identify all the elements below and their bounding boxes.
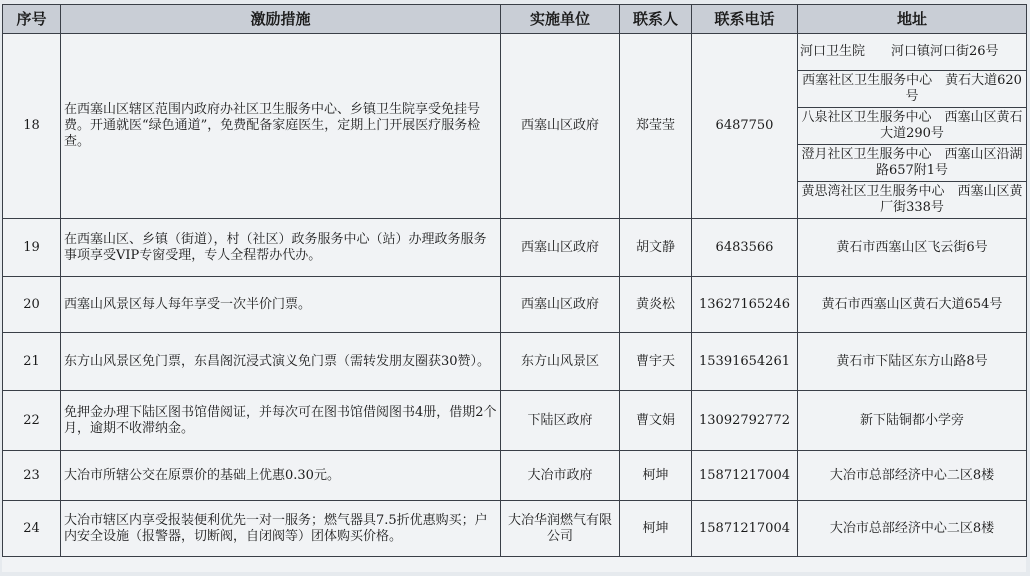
row-phone: 15871217004 — [692, 451, 798, 501]
row-unit: 东方山风景区 — [501, 333, 620, 391]
row-index: 23 — [3, 451, 61, 501]
row-phone: 13092792772 — [692, 391, 798, 451]
header-address: 地址 — [798, 5, 1027, 34]
row-address: 黄石市西塞山区黄石大道654号 — [798, 277, 1027, 333]
row-contact: 曹宇天 — [620, 333, 692, 391]
row-address: 新下陆铜都小学旁 — [798, 391, 1027, 451]
row-contact: 曹文娟 — [620, 391, 692, 451]
header-contact: 联系人 — [620, 5, 692, 34]
table-header-row — [3, 5, 1027, 34]
incentive-table — [2, 4, 1027, 557]
row-phone: 6483566 — [692, 219, 798, 277]
row-unit: 大冶市政府 — [501, 451, 620, 501]
row-measure: 东方山风景区免门票，东昌阁沉浸式演义免门票（需转发朋友圈获30赞）。 — [61, 333, 501, 391]
table-row — [3, 391, 1027, 451]
table-row — [3, 333, 1027, 391]
row-contact: 柯坤 — [620, 451, 692, 501]
row-address: 西塞社区卫生服务中心 黄石大道620号 — [798, 71, 1027, 108]
row-contact: 胡文静 — [620, 219, 692, 277]
row-measure: 西塞山风景区每人每年享受一次半价门票。 — [61, 277, 501, 333]
row-phone: 6487750 — [692, 34, 798, 219]
row-measure: 在西塞山区辖区范围内政府办社区卫生服务中心、乡镇卫生院享受免挂号费。开通就医“绿色通道”，免费配备家庭医生，定期上门开展医疗服务检查。 — [61, 34, 501, 219]
header-phone: 联系电话 — [692, 5, 798, 34]
row-address: 澄月社区卫生服务中心 西塞山区沿湖路657附1号 — [798, 145, 1027, 182]
row-unit: 大冶华润燃气有限公司 — [501, 501, 620, 557]
header-index: 序号 — [3, 5, 61, 34]
table-row — [3, 277, 1027, 333]
header-unit: 实施单位 — [501, 5, 620, 34]
row-index: 24 — [3, 501, 61, 557]
row-address: 黄石市下陆区东方山路8号 — [798, 333, 1027, 391]
row-address: 黄石市西塞山区飞云街6号 — [798, 219, 1027, 277]
row-index: 19 — [3, 219, 61, 277]
table-row — [3, 501, 1027, 557]
row-unit: 西塞山区政府 — [501, 219, 620, 277]
table-row — [3, 34, 1027, 71]
row-contact: 柯坤 — [620, 501, 692, 557]
row-address: 河口卫生院 河口镇河口街26号 — [798, 34, 1027, 71]
row-index: 20 — [3, 277, 61, 333]
row-unit: 下陆区政府 — [501, 391, 620, 451]
header-measure: 激励措施 — [61, 5, 501, 34]
row-contact: 郑莹莹 — [620, 34, 692, 219]
row-phone: 13627165246 — [692, 277, 798, 333]
row-unit: 西塞山区政府 — [501, 34, 620, 219]
row-phone: 15871217004 — [692, 501, 798, 557]
row-address: 大冶市总部经济中心二区8楼 — [798, 451, 1027, 501]
table-row — [3, 219, 1027, 277]
document-page — [2, 4, 1026, 572]
row-index: 18 — [3, 34, 61, 219]
row-measure: 大冶市辖区内享受报装便利优先一对一服务；燃气器具7.5折优惠购买；户内安全设施（报警器，切断阀，自闭阀等）团体购买价格。 — [61, 501, 501, 557]
row-address: 八泉社区卫生服务中心 西塞山区黄石大道290号 — [798, 108, 1027, 145]
table-row — [3, 451, 1027, 501]
row-address: 黄思湾社区卫生服务中心 西塞山区黄厂街338号 — [798, 182, 1027, 219]
row-measure: 在西塞山区、乡镇（街道），村（社区）政务服务中心（站）办理政务服务事项享受VIP专窗受理，专人全程帮办代办。 — [61, 219, 501, 277]
row-measure: 免押金办理下陆区图书馆借阅证，并每次可在图书馆借阅图书4册，借期2个月，逾期不收滞纳金。 — [61, 391, 501, 451]
row-address: 大冶市总部经济中心二区8楼 — [798, 501, 1027, 557]
row-contact: 黄炎松 — [620, 277, 692, 333]
row-unit: 西塞山区政府 — [501, 277, 620, 333]
row-index: 22 — [3, 391, 61, 451]
row-measure: 大冶市所辖公交在原票价的基础上优惠0.30元。 — [61, 451, 501, 501]
row-phone: 15391654261 — [692, 333, 798, 391]
row-index: 21 — [3, 333, 61, 391]
